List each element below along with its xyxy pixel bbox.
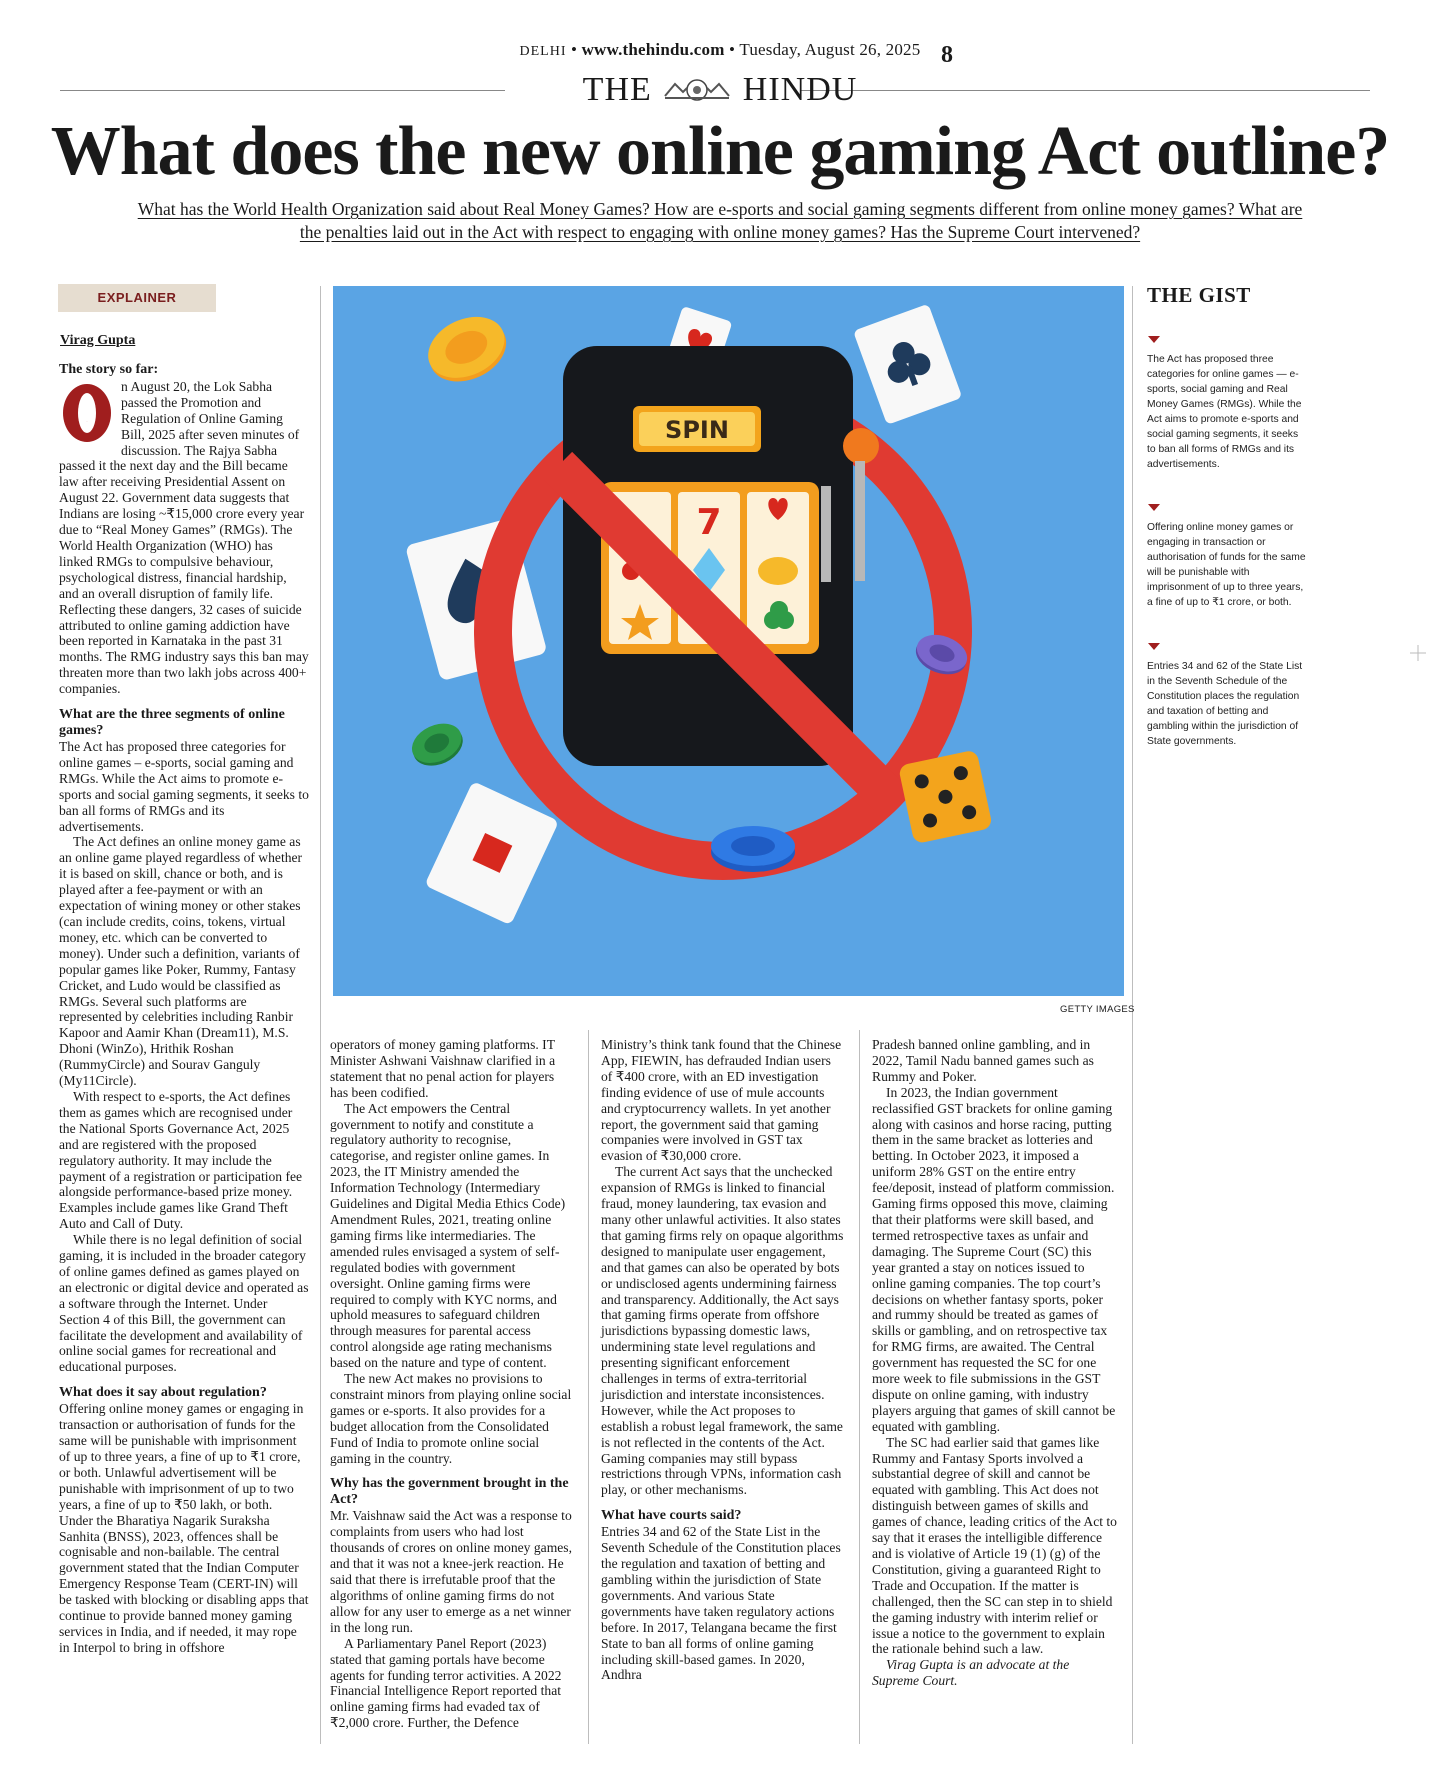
subhead-segments: What are the three segments of online games? xyxy=(59,707,285,739)
reel-seven-symbol: 7 xyxy=(696,502,722,543)
paragraph-10: Mr. Vaishnaw said the Act was a response to complaints from users who had lost thousands of crores on online money games, and that it was not a knee-jerk reaction. He said that there is irrefutable proof that the algorithms of online gaming firms do not allow for any user to emerge as a net winner in the long run. xyxy=(330,1508,572,1635)
photo-credit: GETTY IMAGES xyxy=(1060,1004,1135,1015)
article-column-1 xyxy=(59,362,309,1656)
article-column-3 xyxy=(601,1037,844,1683)
dateline-site: www.thehindu.com xyxy=(581,40,725,59)
deck-line-1: What has the World Health Organization said about Real Money Games? How are e-sports and social gaming segments different from online money games? What are xyxy=(137,199,1303,219)
paragraph-13: The current Act says that the unchecked expansion of RMGs is linked to financial fraud, money laundering, tax evasion and many other unlawful activities. It also states that gaming firms rely on opaque algorithms designed to manipulate user engagement, and that games can also be operated by bots or undisclosed agents undermining fairness and transparency. Additionally, the Act says that gaming firms operate from offshore jurisdictions bypassing domestic laws, undermining state level regulations and presenting significant enforcement challenges in terms of extra-territorial jurisdiction and interstate inconsistences. However, while the Act proposes to establish a robust legal framework, the same is not reflected in the contents of the Act. Gaming companies may still bypass restrictions through VPNs, information cash play, or other mechanisms. xyxy=(601,1164,844,1498)
story-kicker: The story so far: xyxy=(59,362,159,377)
gist-bullet-icon xyxy=(1148,336,1160,343)
paragraph-5: While there is no legal definition of social gaming, it is included in the broader category of online games defined as games played on an electronic or digital device and operated as a software through the Internet. Under Section 4 of this Bill, the government can facilitate the development and availability of online social games for recreational and educational purposes. xyxy=(59,1232,309,1375)
spin-label: SPIN xyxy=(665,416,729,444)
dice-icon xyxy=(898,749,993,844)
deck-line-2: the penalties laid out in the Act with respect to engaging with online money games? Has the Supreme Court intervened? xyxy=(299,222,1141,242)
section-label: EXPLAINER xyxy=(58,284,216,312)
subhead-courts: What have courts said? xyxy=(601,1508,742,1524)
masthead-hindu: HINDU xyxy=(742,71,858,108)
paragraph-11: A Parliamentary Panel Report (2023) stated that gaming portals have become agents for funding terror activities. A 2022 Financial Intelligence Report reported that online gaming firms had evaded tax of ₹2,000 crore. Further, the Defence xyxy=(330,1635,562,1731)
gist-bullet-icon xyxy=(1148,643,1160,650)
gist-item-3: Entries 34 and 62 of the State List in the Seventh Schedule of the Constitution places the regulation and taxation of betting and gambling within the jurisdiction of State governments. xyxy=(1147,661,1303,747)
gist-item-2: Offering online money games or engaging in transaction or authorisation of funds for the same will be punishable with imprisonment of up to three years, a fine of up to ₹1 crore, or both. xyxy=(1147,522,1306,608)
paragraph-14: Entries 34 and 62 of the State List in the Seventh Schedule of the Constitution places the regulation and taxation of betting and gambling within the jurisdiction of State governments. And various State governments have taken regulatory actions before. In 2017, Telangana became the first State to ban all forms of online gaming including skill-based games. In 2020, Andhra xyxy=(601,1524,841,1683)
byline: Virag Gupta xyxy=(60,333,136,348)
paragraph-16: In 2023, the Indian government reclassified GST brackets for online gaming along with casinos and horse racing, putting them in the same bracket as lotteries and betting. In October 2023, it imposed a uniform 28% GST on the entire entry fee/deposit, instead of platform commission. Gaming firms opposed this move, claiming that their platforms were skill based, and termed retrospective taxes as unfair and damaging. The Supreme Court (SC) this year granted a stay on notices issued to online gaming companies. The top court’s decisions on whether fantasy sports, poker and rummy should be treated as games of skills or gambling, and on retrospective tax for RMG firms, are awaited. The Central government has requested the SC for one more week to file submissions in the GST dispute on online gaming, with industry players arguing that games of skill cannot be equated with gambling. xyxy=(872,1084,1116,1434)
headline: What does the new online gaming Act outline? xyxy=(50,113,1390,190)
page-number: 8 xyxy=(941,42,953,68)
illustration-slot-machine-ban xyxy=(333,286,1124,996)
column-divider-4 xyxy=(1132,286,1133,1744)
plus-icon xyxy=(1409,644,1427,662)
paragraph-6: Offering online money games or engaging in transaction or authorisation of funds for the same will be punishable with imprisonment of up to three years, a fine of up to ₹1 crore, or both. Unlawful advertisement will be punishable with imprisonment of up to two years, a fine of up to ₹50 lakh, or both. Under the Bharatiya Nagarik Suraksha Sanhita (BNSS), 2023, offences shall be cognisable and non-bailable. The central government stated that the Indian Computer Emergency Response Team (CERT-IN) will be tasked with blocking or disabling apps that continue to provide banned money gaming services in India, and if needed, it may rope in Interpol to bring in offshore xyxy=(59,1401,309,1655)
dropcap-o xyxy=(59,382,115,444)
gist-title: THE GIST xyxy=(1147,283,1251,307)
gist-bullet-icon xyxy=(1148,504,1160,511)
blue-chip-icon xyxy=(711,826,795,872)
paragraph-7: operators of money gaming platforms. IT Minister Ashwani Vaishnaw clarified in a statement that no penal action for players has been codified. xyxy=(330,1037,556,1100)
subhead-regulation: What does it say about regulation? xyxy=(59,1385,267,1401)
deck xyxy=(60,198,1380,244)
dateline-city: DELHI xyxy=(519,44,567,59)
paragraph-12: Ministry’s think tank found that the Chinese App, FIEWIN, has defrauded Indian users of ₹400 crore, with an ED investigation finding evidence of use of mule accounts and cryptocurrency wallets. In yet another report, the government said that gaming companies were involved in GST tax evasion of ₹30,000 crore. xyxy=(601,1037,842,1164)
masthead-emblem-icon xyxy=(661,76,733,102)
paragraph-15: Pradesh banned online gambling, and in 2022, Tamil Nadu banned games such as Rummy and Poker. xyxy=(872,1037,1094,1084)
gist-item-1: The Act has proposed three categories for online games — e-sports, social gaming and Real Money Games (RMGs). While the Act aims to promote e-sports and social gaming segments, it seeks to ban all forms of RMGs and its advertisements. xyxy=(1147,354,1302,470)
phone-icon xyxy=(563,346,879,766)
author-note: Virag Gupta is an advocate at the Supreme Court. xyxy=(872,1657,1070,1689)
paragraph-2: The Act has proposed three categories for online games – e-sports, social gaming and RMGs. While the Act aims to promote e-sports and social gaming segments, it seeks to ban all forms of RMGs and its advertisements. xyxy=(59,739,309,834)
column-divider-1 xyxy=(320,286,321,1744)
paragraph-4: With respect to e-sports, the Act defines them as games which are recognised under the National Sports Governance Act, 2025 and are registered with the proposed regulatory authority. It may include the payment of a registration or participation fee alongside performance-based prize money. Examples include games like Grand Theft Auto and Call of Duty. xyxy=(59,1088,303,1232)
dateline-date: Tuesday, August 26, 2025 xyxy=(739,40,921,59)
article-column-2 xyxy=(330,1037,572,1731)
paragraph-1: n August 20, the Lok Sabha passed the Promotion and Regulation of Online Gaming Bill, 2025 after seven minutes of discussion. The Rajya Sabha passed it the next day and the Bill became law after receiving Presidential Assent on August 22. Government data suggests that Indians are losing ~₹15,000 crore every year due to “Real Money Games” (RMGs). The World Health Organization (WHO) has linked RMGs to compulsive behaviour, psychological distress, financial hardship, and an overall disruption of family life. Reflecting these dangers, 32 cases of suicide attributed to online gaming addiction have been reported in Karnataka in the past 31 months. The RMG industry says this ban may threaten more than two lakh jobs across 400+ companies. xyxy=(59,378,309,697)
paragraph-9: The new Act makes no provisions to constraint minors from playing online social games or e-sports. It also provides for a budget allocation from the Consolidated Fund of India to promote online social gaming in the country. xyxy=(330,1371,572,1466)
column-divider-3 xyxy=(859,1030,860,1744)
article-column-4 xyxy=(872,1037,1117,1689)
paragraph-3: The Act defines an online money game as an online game played regardless of whether it is based on skill, chance or both, and is played after a fee-payment or with an expectation of wining money or other stakes (can include credits, coins, tokens, virtual money, etc. which can be converted to money). Under such a definition, variants of popular games like Poker, Rummy, Fantasy Cricket, and Ludo would be classified as RMGs. Several such platforms are represented by celebrities including Ranbir Kapoor and Aamir Khan (Dream11), M.S. Dhoni (WinZo), Hrithik Roshan (RummyCircle) and Sourav Ganguly (My11Circle). xyxy=(59,834,303,1089)
subhead-why: Why has the government brought in the Act? xyxy=(330,1476,569,1508)
masthead-logo xyxy=(0,71,1440,109)
svg-text:O: O xyxy=(86,421,88,423)
dateline: DELHI • www.thehindu.com • Tuesday, August 26, 2025 xyxy=(519,40,921,59)
paragraph-8: The Act empowers the Central government to notify and constitute a regulatory authority to recognise, categorise, and register online games. In 2023, the IT Ministry amended the Information Technology (Intermediary Guidelines and Digital Media Ethics Code) Amendment Rules, 2021, treating online gaming firms like intermediaries. The amended rules envisaged a system of self-regulated bodies with government oversight. Online gaming firms were required to comply with KYC norms, and uphold measures to safeguard children through measures for parental access control alongside age rating mechanisms based on the nature and type of content. xyxy=(330,1100,566,1371)
column-divider-2 xyxy=(588,1030,589,1744)
paragraph-17: The SC had earlier said that games like Rummy and Fantasy Sports involved a substantial degree of skill and cannot be equated with gambling. This Act does not distinguish between games of skills and games of chance, leading critics of the Act to say that it erases the intelligible difference and is violative of Article 19 (1) (g) of the Constitution, giving a guaranteed Right to Trade and Occupation. If the matter is challenged, then the SC can step in to shield the gaming industry with interim relief or issue a notice to the government to explain the rationale behind such a law. xyxy=(872,1434,1117,1657)
masthead-the: THE xyxy=(582,71,652,108)
